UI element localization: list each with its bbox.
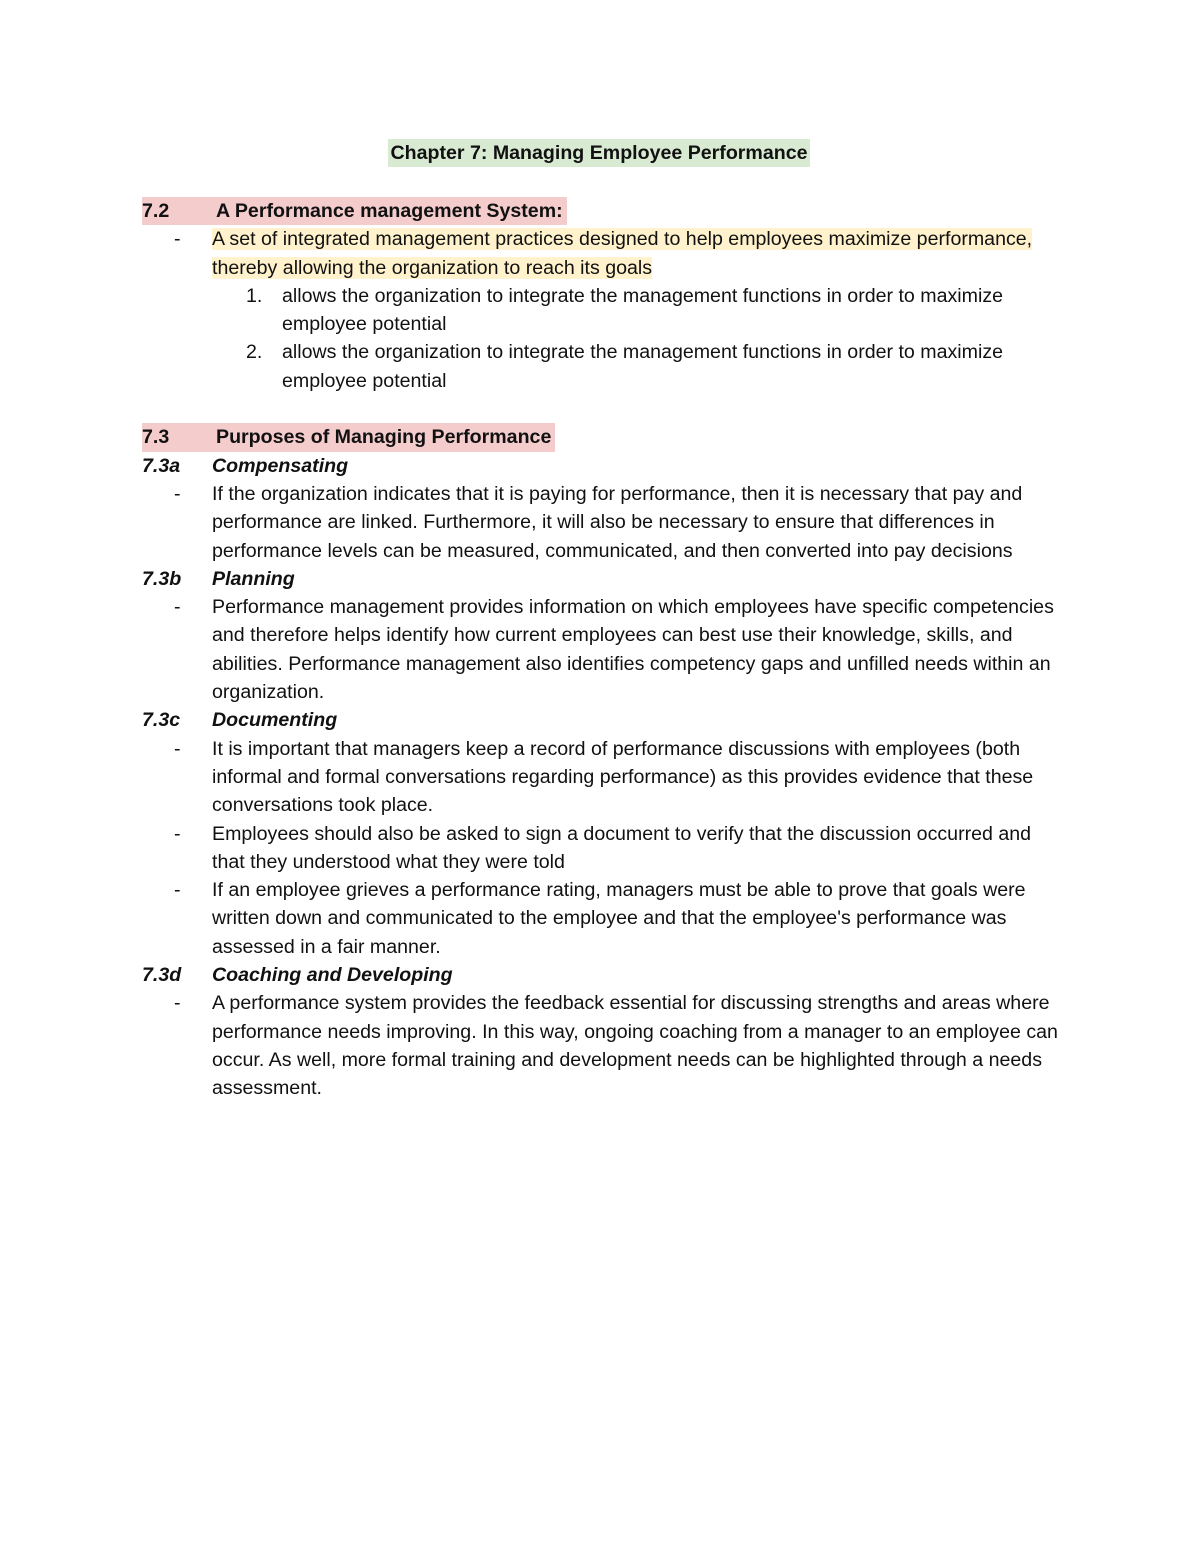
subsection-heading-7-3a bbox=[142, 452, 1062, 480]
subsection-heading-7-3b bbox=[142, 565, 1062, 593]
bullet-dash: - bbox=[174, 482, 181, 505]
bullet-dash: - bbox=[174, 737, 181, 760]
subsection-number: 7.3b bbox=[142, 567, 182, 590]
list-item-text: allows the organization to integrate the management functions in order to maximize employee potential bbox=[282, 341, 1004, 392]
title-row bbox=[142, 139, 1062, 167]
bullet-item bbox=[142, 989, 1062, 1102]
subsection-title: Documenting bbox=[212, 709, 338, 732]
bullet-item bbox=[142, 876, 1062, 961]
section-heading-7-3 bbox=[142, 423, 1062, 451]
bullet-text: If the organization indicates that it is paying for performance, then it is necessary that pay and performance are linked. Furthermore, it will also be necessary to ensure that differences in performance levels can be measured, communicated, and then converted into pay decisions bbox=[212, 482, 1023, 562]
bullet-dash: - bbox=[174, 822, 181, 845]
section-heading-7-2 bbox=[142, 197, 1062, 225]
subsection-number: 7.3d bbox=[142, 964, 182, 987]
bullet-item bbox=[142, 225, 1062, 282]
subsection-heading-7-3c bbox=[142, 706, 1062, 734]
document-content bbox=[142, 139, 1062, 1103]
bullet-text: Performance management provides information on which employees have specific competencies and therefore helps identify how current employees can best use their knowledge, skills, and abilities. Performance management also identifies competency gaps and unfilled needs within an organization. bbox=[212, 596, 1054, 704]
highlighted-bullet-text: A set of integrated management practices designed to help employees maximize performance, thereby allowing the organization to reach its goals bbox=[212, 228, 1033, 279]
section-number: 7.3 bbox=[142, 423, 216, 451]
bullet-text: If an employee grieves a performance rating, managers must be able to prove that goals were written down and communicated to the employee and that the employee's performance was assessed in a fair manner. bbox=[212, 879, 1026, 958]
list-item-text: allows the organization to integrate the management functions in order to maximize employee potential bbox=[282, 284, 1004, 336]
list-number: 2. bbox=[246, 341, 263, 364]
bullet-item bbox=[142, 735, 1062, 820]
bullet-dash: - bbox=[174, 596, 181, 619]
bullet-item bbox=[142, 480, 1062, 565]
subsection-number: 7.3c bbox=[142, 709, 181, 732]
spacer bbox=[142, 395, 1062, 423]
list-number: 1. bbox=[246, 284, 263, 307]
section-title: A Performance management System: bbox=[216, 197, 567, 225]
section-number: 7.2 bbox=[142, 197, 216, 225]
bullet-item bbox=[142, 820, 1062, 877]
section-title: Purposes of Managing Performance bbox=[216, 423, 555, 451]
bullet-text: Employees should also be asked to sign a document to verify that the discussion occurred and that they understood what they were told bbox=[212, 822, 1032, 873]
subsection-heading-7-3d bbox=[142, 961, 1062, 989]
subsection-title: Coaching and Developing bbox=[212, 964, 453, 987]
bullet-dash: - bbox=[174, 228, 181, 251]
bullet-item bbox=[142, 593, 1062, 706]
subsection-number: 7.3a bbox=[142, 454, 181, 477]
bullet-text: A performance system provides the feedback essential for discussing strengths and areas where performance needs improving. In this way, ongoing coaching from a manager to an employee can occur. As well, more formal training and development needs can be highlighted through a needs assessment. bbox=[212, 992, 1058, 1100]
subsection-title: Compensating bbox=[212, 454, 349, 477]
bullet-dash: - bbox=[174, 879, 181, 902]
numbered-item bbox=[246, 282, 1062, 339]
numbered-item bbox=[246, 338, 1062, 395]
page-title: Chapter 7: Managing Employee Performance bbox=[388, 139, 809, 167]
bullet-dash: - bbox=[174, 992, 181, 1015]
subsection-title: Planning bbox=[212, 567, 295, 590]
bullet-text: It is important that managers keep a record of performance discussions with employees (both informal and formal conversations regarding performance) as this provides evidence that these conversations took place. bbox=[212, 737, 1034, 817]
